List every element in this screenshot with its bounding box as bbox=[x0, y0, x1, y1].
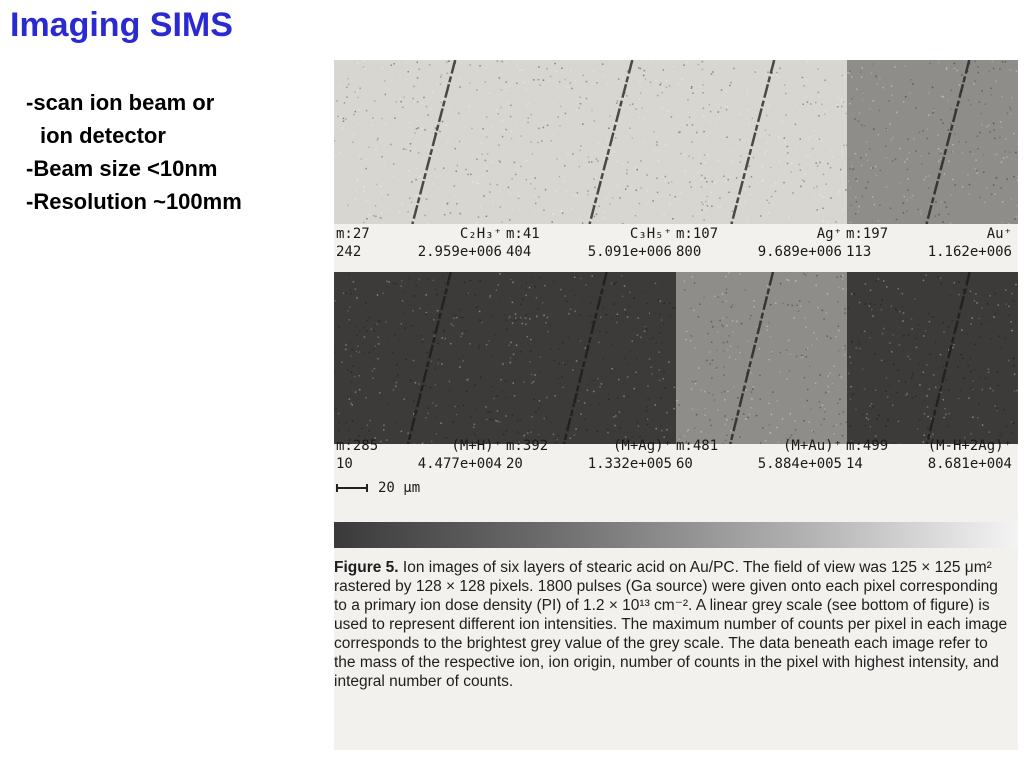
max-counts: 404 bbox=[506, 244, 532, 260]
integral-counts: 5.091e+006 bbox=[587, 244, 672, 260]
bullet-item: -scan ion beam or bbox=[26, 90, 215, 115]
integral-counts: 1.332e+005 bbox=[587, 456, 672, 472]
figure-caption-label: Figure 5. bbox=[334, 559, 399, 576]
max-counts: 113 bbox=[846, 244, 872, 260]
ion-label-row-bottom bbox=[336, 438, 1016, 454]
ion-counts-row-top bbox=[336, 244, 1016, 260]
ion-image-panel bbox=[334, 272, 505, 444]
ion-image-panel bbox=[847, 60, 1018, 224]
grey-scale-bar bbox=[334, 522, 1018, 548]
ion-species: C₂H₃⁺ bbox=[459, 226, 502, 242]
ion-image-background bbox=[676, 60, 847, 224]
max-counts: 14 bbox=[846, 456, 863, 472]
ion-species: (M+Au)⁺ bbox=[782, 438, 842, 454]
ion-species: (M+Ag)⁺ bbox=[612, 438, 672, 454]
ion-image-panel bbox=[676, 60, 847, 224]
ion-mass: m:27 bbox=[336, 226, 370, 242]
integral-counts: 8.681e+004 bbox=[927, 456, 1012, 472]
ion-mass: m:197 bbox=[846, 226, 889, 242]
integral-counts: 9.689e+006 bbox=[757, 244, 842, 260]
ion-mass: m:107 bbox=[676, 226, 719, 242]
ion-image-row-bottom bbox=[334, 272, 1018, 444]
ion-species: C₃H₅⁺ bbox=[629, 226, 672, 242]
ion-species: (M+H)⁺ bbox=[451, 438, 502, 454]
ion-label-row-top bbox=[336, 226, 1016, 242]
ion-mass: m:392 bbox=[506, 438, 549, 454]
ion-image-background bbox=[676, 272, 847, 444]
ion-image-row-top bbox=[334, 60, 1018, 224]
bullet-list bbox=[26, 86, 242, 218]
ion-mass: m:41 bbox=[506, 226, 540, 242]
max-counts: 60 bbox=[676, 456, 693, 472]
ion-mass: m:481 bbox=[676, 438, 719, 454]
ion-image-panel bbox=[334, 60, 505, 224]
ion-mass: m:285 bbox=[336, 438, 379, 454]
ion-counts-row-bottom bbox=[336, 456, 1016, 472]
scale-bar-line bbox=[336, 484, 368, 492]
sims-figure bbox=[334, 60, 1018, 750]
ion-species: (M-H+2Ag)⁺ bbox=[927, 438, 1012, 454]
max-counts: 242 bbox=[336, 244, 362, 260]
bullet-item: -Beam size <10nm bbox=[26, 156, 218, 181]
max-counts: 800 bbox=[676, 244, 702, 260]
integral-counts: 5.884e+005 bbox=[757, 456, 842, 472]
scale-bar bbox=[336, 480, 420, 496]
integral-counts: 1.162e+006 bbox=[927, 244, 1012, 260]
figure-caption bbox=[334, 558, 1012, 691]
slide-title: Imaging SIMS bbox=[10, 6, 233, 44]
max-counts: 10 bbox=[336, 456, 353, 472]
ion-image-panel bbox=[676, 272, 847, 444]
ion-image-panel bbox=[505, 272, 676, 444]
ion-image-panel bbox=[505, 60, 676, 224]
ion-mass: m:499 bbox=[846, 438, 889, 454]
ion-image-background bbox=[334, 272, 505, 444]
bullet-item-continuation: ion detector bbox=[40, 123, 166, 148]
integral-counts: 4.477e+004 bbox=[417, 456, 502, 472]
max-counts: 20 bbox=[506, 456, 523, 472]
scale-bar-label: 20 μm bbox=[378, 480, 421, 496]
ion-image-panel bbox=[847, 272, 1018, 444]
bullet-item: -Resolution ~100mm bbox=[26, 189, 242, 214]
ion-image-background bbox=[505, 272, 676, 444]
ion-species: Ag⁺ bbox=[816, 226, 842, 242]
figure-caption-text: Ion images of six layers of stearic acid on Au/PC. The field of view was 125 × 125 μm² rastered by 128 × 128 pixels. 1800 pulses (Ga source) were given onto each pixel corresponding to a primary ion dose density (PI) of 1.2 × 10¹³ cm⁻². A linear grey scale (see bottom of figure) is used to represent different ion intensities. The maximum number of counts per pixel in each image corresponds to the brightest grey value of the grey scale. The data beneath each image refer to the mass of the respective ion, ion origin, number of counts in the pixel with highest intensity, and integral number of counts. bbox=[334, 559, 1008, 690]
ion-species: Au⁺ bbox=[986, 226, 1012, 242]
integral-counts: 2.959e+006 bbox=[417, 244, 502, 260]
